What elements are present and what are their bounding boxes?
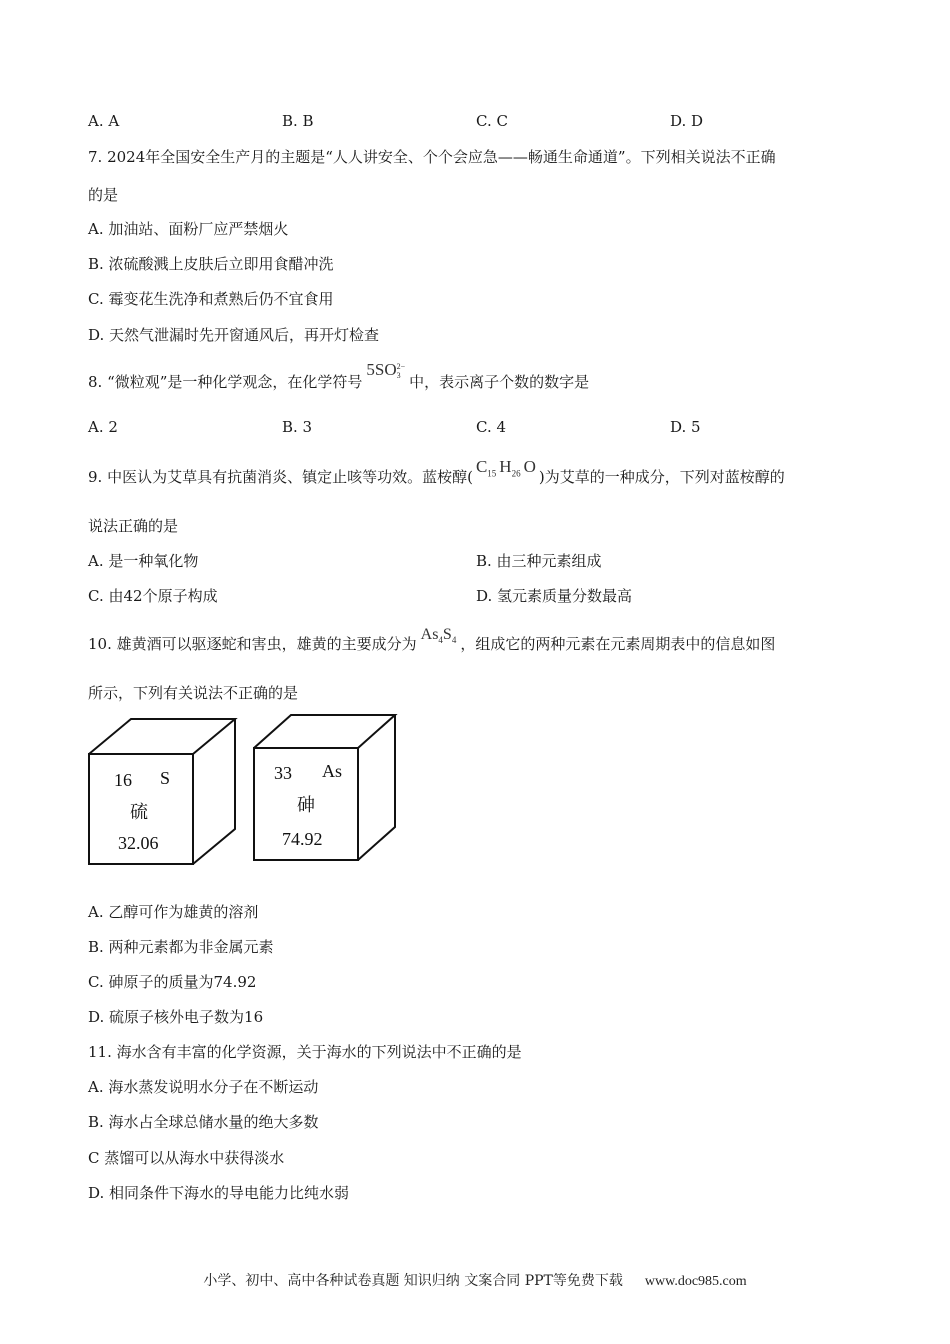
q8-option-a: A. 2	[88, 418, 118, 436]
q8-formula-sub: 3	[396, 371, 401, 381]
q9-formula	[475, 457, 536, 479]
arsenic-atomic-mass: 74.92	[282, 829, 323, 849]
q11-option-a: A. 海水蒸发说明水分子在不断运动	[88, 1078, 319, 1096]
q8-formula-charge: 2−	[396, 362, 406, 372]
q7-option-a: A. 加油站、面粉厂应严禁烟火	[88, 220, 289, 238]
q10-stem-line2: 所示，下列有关说法不正确的是	[88, 684, 299, 702]
q9-stem	[88, 457, 785, 488]
arsenic-symbol: As	[322, 761, 343, 781]
q7-option-b: B. 浓硫酸溅上皮肤后立即用食醋冲洗	[88, 255, 334, 273]
q9-formula-h-sub: 26	[511, 468, 521, 479]
q10-formula	[420, 626, 457, 646]
q8-stem	[88, 360, 590, 392]
sulfur-atomic-mass: 32.06	[118, 833, 159, 853]
q9-option-b: B. 由三种元素组成	[476, 552, 602, 570]
q9-formula-h: H	[499, 457, 512, 476]
q9-formula-c: C	[475, 457, 488, 476]
q7-stem-line1: 7. 2024年全国安全生产月的主题是“人人讲安全、个个会应急——畅通生命通道”。下列相关说法不正确	[88, 148, 776, 166]
sulfur-name: 硫	[130, 802, 148, 823]
arsenic-atomic-number: 33	[274, 763, 292, 783]
q10-option-b: B. 两种元素都为非金属元素	[88, 938, 274, 956]
sulfur-cube	[89, 719, 235, 864]
q6-option-a: A. A	[88, 112, 120, 130]
q11-stem: 11. 海水含有丰富的化学资源，关于海水的下列说法中不正确的是	[88, 1043, 522, 1061]
q8-stem-before: 8. “微粒观”是一种化学观念，在化学符号	[88, 373, 363, 391]
q8-option-d: D. 5	[670, 418, 701, 436]
q10-stem	[88, 626, 776, 655]
q10-stem-after: ，组成它的两种元素在元素周期表中的信息如图	[460, 635, 776, 653]
q9-formula-o: O	[523, 457, 536, 476]
q9-stem-after: )为艾草的一种成分，下列对蓝桉醇的	[538, 468, 785, 486]
q10-formula-s: S	[442, 626, 452, 643]
q10-formula-as: As	[420, 626, 439, 643]
sulfur-symbol: S	[160, 768, 171, 788]
element-cubes-figure	[86, 712, 406, 868]
q8-formula-coef: 5SO	[366, 360, 397, 379]
q9-stem-before: 9. 中医认为艾草具有抗菌消炎、镇定止咳等功效。蓝桉醇(	[88, 468, 473, 486]
q11-option-b: B. 海水占全球总储水量的绝大多数	[88, 1113, 319, 1131]
q11-option-d: D. 相同条件下海水的导电能力比纯水弱	[88, 1184, 350, 1202]
q9-formula-c-sub: 15	[487, 468, 497, 479]
q10-option-c: C. 砷原子的质量为74.92	[88, 973, 257, 991]
q9-option-a: A. 是一种氧化物	[88, 552, 199, 570]
q8-option-c: C. 4	[476, 418, 507, 436]
q11-option-c: C 蒸馏可以从海水中获得淡水	[88, 1149, 285, 1167]
footer-text: 小学、初中、高中各种试卷真题 知识归纳 文案合同 PPT等免费下载	[203, 1273, 623, 1289]
q7-option-c: C. 霉变花生洗净和煮熟后仍不宜食用	[88, 290, 334, 308]
q10-stem-before: 10. 雄黄酒可以驱逐蛇和害虫，雄黄的主要成分为	[88, 635, 417, 653]
sulfur-atomic-number: 16	[114, 770, 132, 790]
q10-formula-as-sub: 4	[438, 635, 443, 646]
q7-stem-line2: 的是	[88, 186, 119, 204]
q6-option-c: C. C	[476, 112, 508, 130]
q10-formula-s-sub: 4	[451, 635, 457, 646]
q8-stem-after: 中，表示离子个数的数字是	[409, 373, 590, 391]
q10-option-d: D. 硫原子核外电子数为16	[88, 1008, 264, 1026]
q9-stem-line2: 说法正确的是	[88, 517, 179, 535]
q8-option-b: B. 3	[282, 418, 313, 436]
q6-option-d: D. D	[670, 112, 704, 130]
page-footer	[0, 1270, 950, 1290]
q9-option-d: D. 氢元素质量分数最高	[476, 587, 633, 605]
q6-option-b: B. B	[282, 112, 314, 130]
q7-option-d: D. 天然气泄漏时先开窗通风后，再开灯检查	[88, 326, 380, 344]
q10-option-a: A. 乙醇可作为雄黄的溶剂	[88, 903, 259, 921]
q9-option-c: C. 由42个原子构成	[88, 587, 218, 605]
footer-url[interactable]: www.doc985.com	[644, 1274, 747, 1289]
q8-formula	[366, 360, 405, 379]
arsenic-name: 砷	[297, 795, 315, 816]
arsenic-cube	[254, 715, 395, 860]
